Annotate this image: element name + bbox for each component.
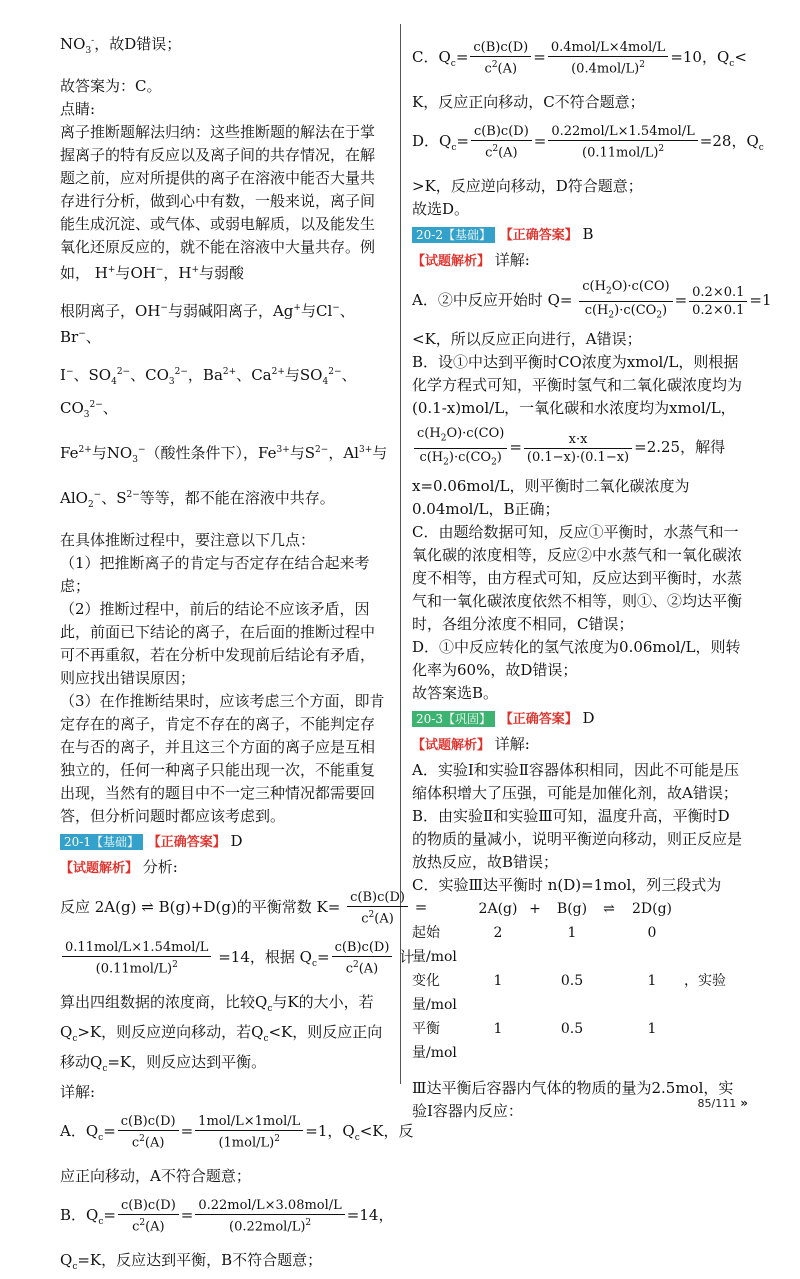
option-a-text: 应正向移动，A不符合题意； — [60, 1167, 251, 1185]
q20-2-header — [412, 223, 742, 247]
option-b2-result: x=0.06mol/L，则平衡时二氧化碳浓度为0.04mol/L，B正确； — [412, 477, 690, 519]
tag-20-2: 20-2【基础】 — [412, 227, 495, 243]
analysis-header: 【试题解析】 分析: — [60, 858, 178, 876]
analysis-label: 【试题解析】 — [60, 861, 139, 876]
answer-value: D — [582, 709, 595, 728]
tag-20-3: 20-3【巩固】 — [412, 711, 495, 727]
option-b3-text: B．由实验Ⅱ和实验Ⅲ可知，温度升高，平衡时D的物质的量减小，说明平衡逆向移动，则正反应是放热反应，故B错误； — [412, 807, 743, 872]
right-column — [412, 30, 772, 1123]
option-d-eq: D．$Q_c=$ $\frac{c(B)c(D)}{c^2(A)}$ = $\frac{\text{0.22mol/L×1.54mol/L}}{(0.11mol/L)^2}$ =28，$Q_c$ — [412, 123, 764, 161]
analysis-label: 【试题解析】 — [412, 738, 491, 754]
option-c-eq: C．$Q_c=$ $\frac{c(B)c(D)}{c^2(A)}$ = $\frac{\text{0.4mol/L×4mol/L}}{(0.4mol/L)^2}$ =10，$Q_c<$ — [412, 39, 747, 77]
tip-paragraph: 离子推断题解法归纳：这些推断题的解法在于掌握离子的特有反应以及离子间的共存情况，在解题之前，应对所提供的离子在溶液中能否大量共存进行分析，做到心中有数，一般来说，离子间能生成沉淀、或气体、或弱电解质，以及能发生氧化还原反应的，就不能在溶液中大量共存。例如， H+与OH−，H+与弱酸 — [60, 123, 376, 282]
tag-20-1: 20-1【基础】 — [60, 834, 143, 850]
q20-1-header — [60, 830, 388, 854]
note-1: （1）把推断离子的肯定与否定存在结合起来考虑； — [60, 554, 370, 595]
note-3: （3）在作推断结果时，应该考虑三个方面，即肯定存在的离子，肯定不存在的离子，不能判定存在与否的离子，并且这三个方面的离子应是互相独立的，任何一种离子只能出现一次，不能重复出现，当然有的题目中不一定三种情况都需要回答，但分析问题时都应该考虑到。 — [60, 692, 385, 825]
next-arrow-icon[interactable]: » — [740, 1096, 748, 1110]
q-expression: A．②中反应开始时 Q= $\frac{c(H_2O)\cdot c(CO)}{c(H_2)\cdot c(CO_2)}$ = $\frac{0.2\times 0.1}{0.2\times 0.1}$ =1 — [412, 278, 772, 321]
choose-b: 故答案选B。 — [412, 684, 499, 703]
note-2: （2）推断过程中，前后的结论不应该矛盾，因此，前面已下结论的离子，在后面的推断过程中可不再重叙，若在分析中发现前后结论有矛盾，则应找出错误原因； — [60, 600, 376, 687]
option-d2-text: D．①中反应转化的氢气浓度为0.06mol/L，则转化率为60%，故D错误； — [412, 638, 741, 680]
answer-label: 【正确答案】 — [499, 228, 578, 243]
option-c3-continued: Ⅲ达平衡后容器内气体的物质的量为2.5mol，实验Ⅰ容器内反应： — [412, 1079, 734, 1121]
ion-line-4: AlO$_2$−、$S^{2-}$等等，都不能在溶液中共存。 — [60, 489, 335, 510]
line-no3: $NO_3^-$，故D错误； — [60, 35, 182, 56]
option-a3-text: A．实验Ⅰ和实验Ⅱ容器体积相同，因此不可能是压缩体积增大了压强，可能是加催化剂，故A错误； — [412, 761, 739, 803]
analysis-header: 【试题解析】 详解: — [412, 735, 530, 754]
k2-expression: $\frac{c(H_2O)\cdot c(CO)}{c(H_2)\cdot c(CO_2)}$ = $\frac{x\cdot x}{(0.1-x)\cdot(0.1-x)}$ =2.25，解得 — [412, 424, 742, 471]
answer-value: D — [230, 832, 243, 850]
answer-label: 【正确答案】 — [147, 835, 226, 850]
option-a2-text: <K，所以反应正向进行，A错误； — [412, 330, 642, 349]
option-c-text: K，反应正向移动，C不符合题意； — [412, 93, 645, 111]
ion-line-3: $Fe^{2+}$与$NO_3^-$（酸性条件下），$Fe^{3+}$与$S^{2-}$，$Al^{3+}$与 — [60, 444, 388, 465]
ion-line-1: 根阴离子，OH−与弱碱阳离子，Ag+与Cl−、Br−、 — [60, 302, 355, 346]
answer-line: 故答案为：C。 — [60, 77, 162, 95]
option-d-text: >K，反应逆向移动，D符合题意； — [412, 177, 643, 195]
answer-value: B — [582, 225, 594, 243]
page-number: 85/111 — [697, 1097, 737, 1110]
option-b-eq: B．$Q_c=$ $\frac{c(B)c(D)}{c^2(A)}$ = $\frac{\text{0.22mol/L×3.08mol/L}}{(0.22mol/L)^2}$ =14， — [60, 1197, 394, 1235]
detail-label: 详解: — [60, 1083, 96, 1101]
answer-label: 【正确答案】 — [499, 712, 578, 728]
page-footer — [698, 1096, 748, 1110]
option-b2-text: B．设①中达到平衡时CO浓度为xmol/L，则根据化学方程式可知，平衡时氢气和二氧化碳浓度均为(0.1-x)mol/L，一氧化碳和水浓度均为xmol/L， — [412, 353, 743, 418]
choose-d: 故选D。 — [412, 200, 470, 218]
notes-intro: 在具体推断过程中，要注意以下几点： — [60, 531, 316, 549]
q20-3-header — [412, 707, 742, 731]
k-value: $\frac{\text{0.11mol/L×1.54mol/L}}{(0.11mol/L)^2}$ =14，根据 $Q_c=$ $\frac{c(B)c(D)}{c^2(A)}$ 计 — [60, 934, 388, 987]
option-c2-text: C．由题给数据可知，反应①平衡时，水蒸气和一氧化碳的浓度相等，反应②中水蒸气和一氧化碳浓度不相等，由方程式可知，反应达到平衡时，水蒸气和一氧化碳浓度依然不相等，则①、②均达平衡时，各组分浓度不相同，C错误； — [412, 523, 743, 634]
k-expression: 反应 2A(g) ⇌ B(g)+D(g)的平衡常数 K= $\frac{c(B)c(D)}{c^2(A)}$ = — [60, 889, 428, 927]
left-column — [60, 30, 428, 1279]
option-a-eq: A．$Q_c=$ $\frac{c(B)c(D)}{c^2(A)}$ = $\frac{\text{1mol/L×1mol/L}}{(1mol/L)^2}$ =1，$Q_c<K$，反 — [60, 1113, 414, 1151]
compare-text: 算出四组数据的浓度商，比较$Q_c$与K的大小，若$Q_c>K$，则反应逆向移动，若$Q_c<K$，则反应正向移动$Q_c=K$，则反应达到平衡。 — [60, 993, 383, 1074]
analysis-header: 【试题解析】 详解: — [412, 251, 530, 269]
option-b-text: $Q_c=K$，反应达到平衡，B不符合题意； — [60, 1251, 323, 1272]
ion-line-2: I−、$SO_4^{2-}$、$CO_3^{2-}$，$Ba^{2+}$、$Ca^{2+}$与$SO_4^{2-}$、$CO_3^{2-}$、 — [60, 366, 357, 420]
analysis-label: 【试题解析】 — [412, 254, 491, 269]
tip-label: 点睛: — [60, 100, 96, 118]
three-stage-table: 2A(g) + B(g) ⇌ 2D(g) 起始量/mol 2 1 0 变化量/mol 1 0.5 1 ，实验 平衡量/mol 1 0.5 1 — [412, 901, 726, 1062]
option-c3-text: C．实验Ⅲ达平衡时 n(D)=1mol，列三段式为 — [412, 876, 722, 895]
